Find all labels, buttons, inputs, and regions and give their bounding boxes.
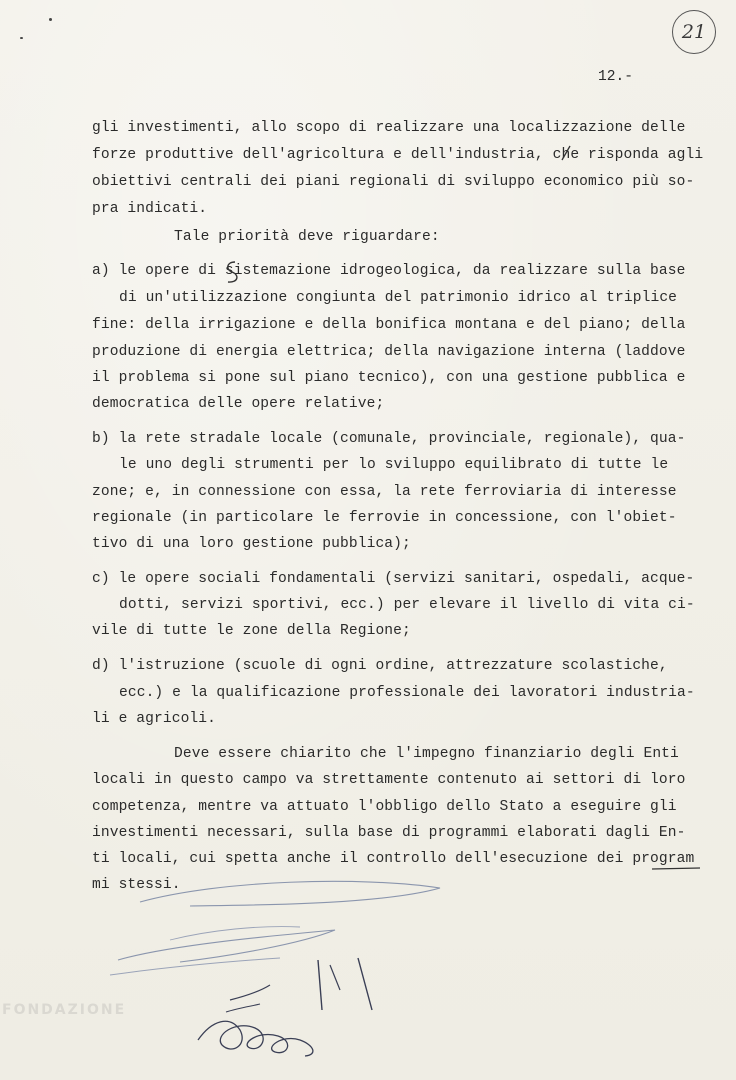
handwritten-stroke [318,960,322,1010]
correction-slash-mark [562,146,570,160]
text-line: dotti, servizi sportivi, ecc.) per elevare il livello di vita ci- [119,597,695,613]
text-line: ecc.) e la qualificazione professionale dei lavoratori industria- [119,685,695,701]
archive-watermark: FONDAZIONE [2,1002,127,1018]
handwritten-stroke [330,965,340,990]
handwritten-stroke [358,958,372,1010]
text-line: obiettivi centrali dei piani regionali di sviluppo economico più so- [92,174,695,190]
text-line: vile di tutte le zone della Regione; [92,623,411,639]
pencil-stroke [140,881,440,906]
handwritten-s-mark [228,262,237,282]
text-line: locali in questo campo va strettamente contenuto ai settori di loro [92,772,686,788]
text-line: investimenti necessari, sulla base di programmi elaborati dagli En- [92,825,686,841]
signature-scribble [198,1021,313,1056]
signature-scribble [230,985,270,1000]
text-line: zone; e, in connessione con essa, la rete ferroviaria di interesse [92,484,677,500]
pencil-stroke [170,927,300,940]
list-item-a: a) le opere di sistemazione idrogeologica, da realizzare sulla base [92,263,686,279]
text-line: gli investimenti, allo scopo di realizzare una localizzazione delle [92,120,686,136]
pencil-stroke [118,930,335,962]
paragraph-lead: Deve essere chiarito che l'impegno finanziario degli Enti [174,746,679,762]
text-line: democratica delle opere relative; [92,396,385,412]
text-line: pra indicati. [92,201,208,217]
text-line: mi stessi. [92,877,181,893]
text-line: fine: della irrigazione e della bonifica montana e del piano; della [92,317,686,333]
text-line: il problema si pone sul piano tecnico), con una gestione pubblica e [92,370,686,386]
text-line: le uno degli strumenti per lo sviluppo equilibrato di tutte le [119,457,669,473]
text-line: produzione di energia elettrica; della navigazione interna (laddove [92,344,686,360]
signature-scribble [226,1004,260,1012]
text-line: forze produttive dell'agricoltura e dell'industria, che risponda agli [92,147,704,163]
text-line: li e agricoli. [92,711,217,727]
text-line: tivo di una loro gestione pubblica); [92,536,411,552]
underline-mark [652,868,700,869]
paragraph-lead: Tale priorità deve riguardare: [174,229,440,245]
archive-number: 21 [681,21,707,43]
list-item-b: b) la rete stradale locale (comunale, provinciale, regionale), qua- [92,431,686,447]
page-number: 12.- [598,69,634,85]
list-item-d: d) l'istruzione (scuole di ogni ordine, attrezzature scolastiche, [92,658,668,674]
text-line: regionale (in particolare le ferrovie in concessione, con l'obiet- [92,510,677,526]
list-item-c: c) le opere sociali fondamentali (servizi sanitari, ospedali, acque- [92,571,695,587]
text-line: di un'utilizzazione congiunta del patrimonio idrico al triplice [119,290,678,306]
text-line: competenza, mentre va attuato l'obbligo dello Stato a eseguire gli [92,799,677,815]
text-line: ti locali, cui spetta anche il controllo dell'esecuzione dei program [92,851,695,867]
